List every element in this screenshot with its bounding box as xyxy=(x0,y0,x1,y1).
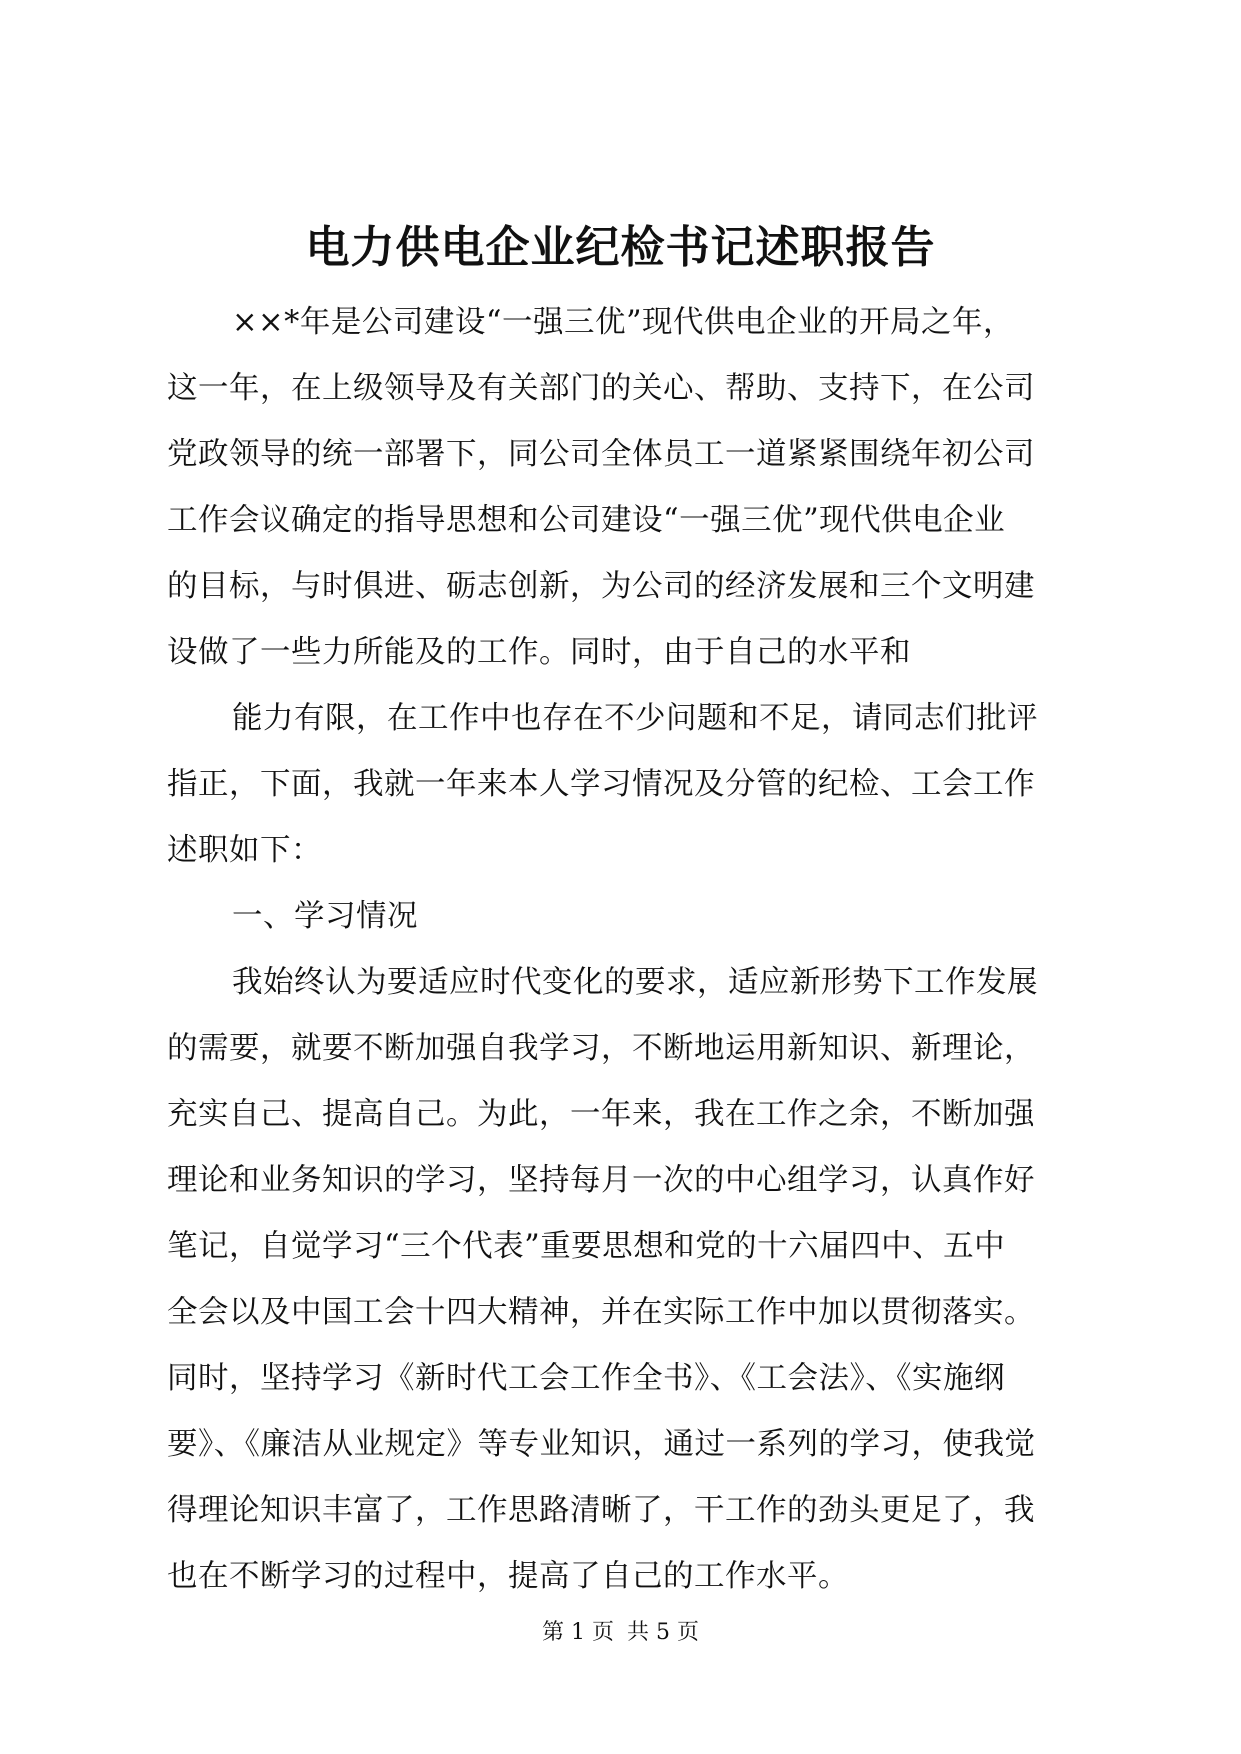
paragraph-line: 的目标，与时俱进、砺志创新，为公司的经济发展和三个文明建 xyxy=(167,569,1035,604)
paragraph-line: 也在不断学习的过程中，提高了自己的工作水平。 xyxy=(167,1559,849,1594)
page-total: 共 5 页 xyxy=(627,1620,699,1645)
paragraph-line: 述职如下： xyxy=(167,833,322,868)
paragraph-line: 充实自己、提高自己。为此，一年来，我在工作之余，不断加强 xyxy=(167,1097,1035,1132)
paragraph-line: 要》、《廉洁从业规定》等专业知识，通过一系列的学习，使我觉 xyxy=(167,1427,1036,1462)
paragraph-line: 全会以及中国工会十四大精神，并在实际工作中加以贯彻落实。 xyxy=(167,1295,1035,1330)
paragraph-line: 我始终认为要适应时代变化的要求，适应新形势下工作发展 xyxy=(232,965,1038,1000)
paragraph-line: 得理论知识丰富了，工作思路清晰了，干工作的劲头更足了，我 xyxy=(167,1493,1035,1528)
paragraph-line: 党政领导的统一部署下，同公司全体员工一道紧紧围绕年初公司 xyxy=(167,437,1035,472)
paragraph-line: 设做了一些力所能及的工作。同时，由于自己的水平和 xyxy=(167,635,911,670)
page-footer xyxy=(0,1618,1241,1648)
paragraph-line: 同时，坚持学习《新时代工会工作全书》、《工会法》、《实施纲 xyxy=(167,1361,1005,1396)
paragraph-line: 能力有限，在工作中也存在不少问题和不足，请同志们批评 xyxy=(232,701,1038,736)
paragraph-line: 理论和业务知识的学习，坚持每月一次的中心组学习，认真作好 xyxy=(167,1163,1035,1198)
page-number: 第 1 页 xyxy=(542,1620,614,1645)
section-heading: 一、学习情况 xyxy=(232,899,418,934)
paragraph-line: 笔记，自觉学习“三个代表”重要思想和党的十六届四中、五中 xyxy=(167,1229,1006,1264)
paragraph-line: 工作会议确定的指导思想和公司建设“一强三优”现代供电企业 xyxy=(167,503,1006,538)
paragraph-line: 这一年，在上级领导及有关部门的关心、帮助、支持下，在公司 xyxy=(167,371,1035,406)
paragraph-line: 指正，下面，我就一年来本人学习情况及分管的纪检、工会工作 xyxy=(167,767,1035,802)
document-body xyxy=(167,290,1077,1610)
paragraph-line: 的需要，就要不断加强自我学习，不断地运用新知识、新理论， xyxy=(167,1031,1035,1066)
document-title: 电力供电企业纪检书记述职报告 xyxy=(305,222,936,273)
paragraph-line: ××*年是公司建设“一强三优”现代供电企业的开局之年， xyxy=(232,305,1015,340)
